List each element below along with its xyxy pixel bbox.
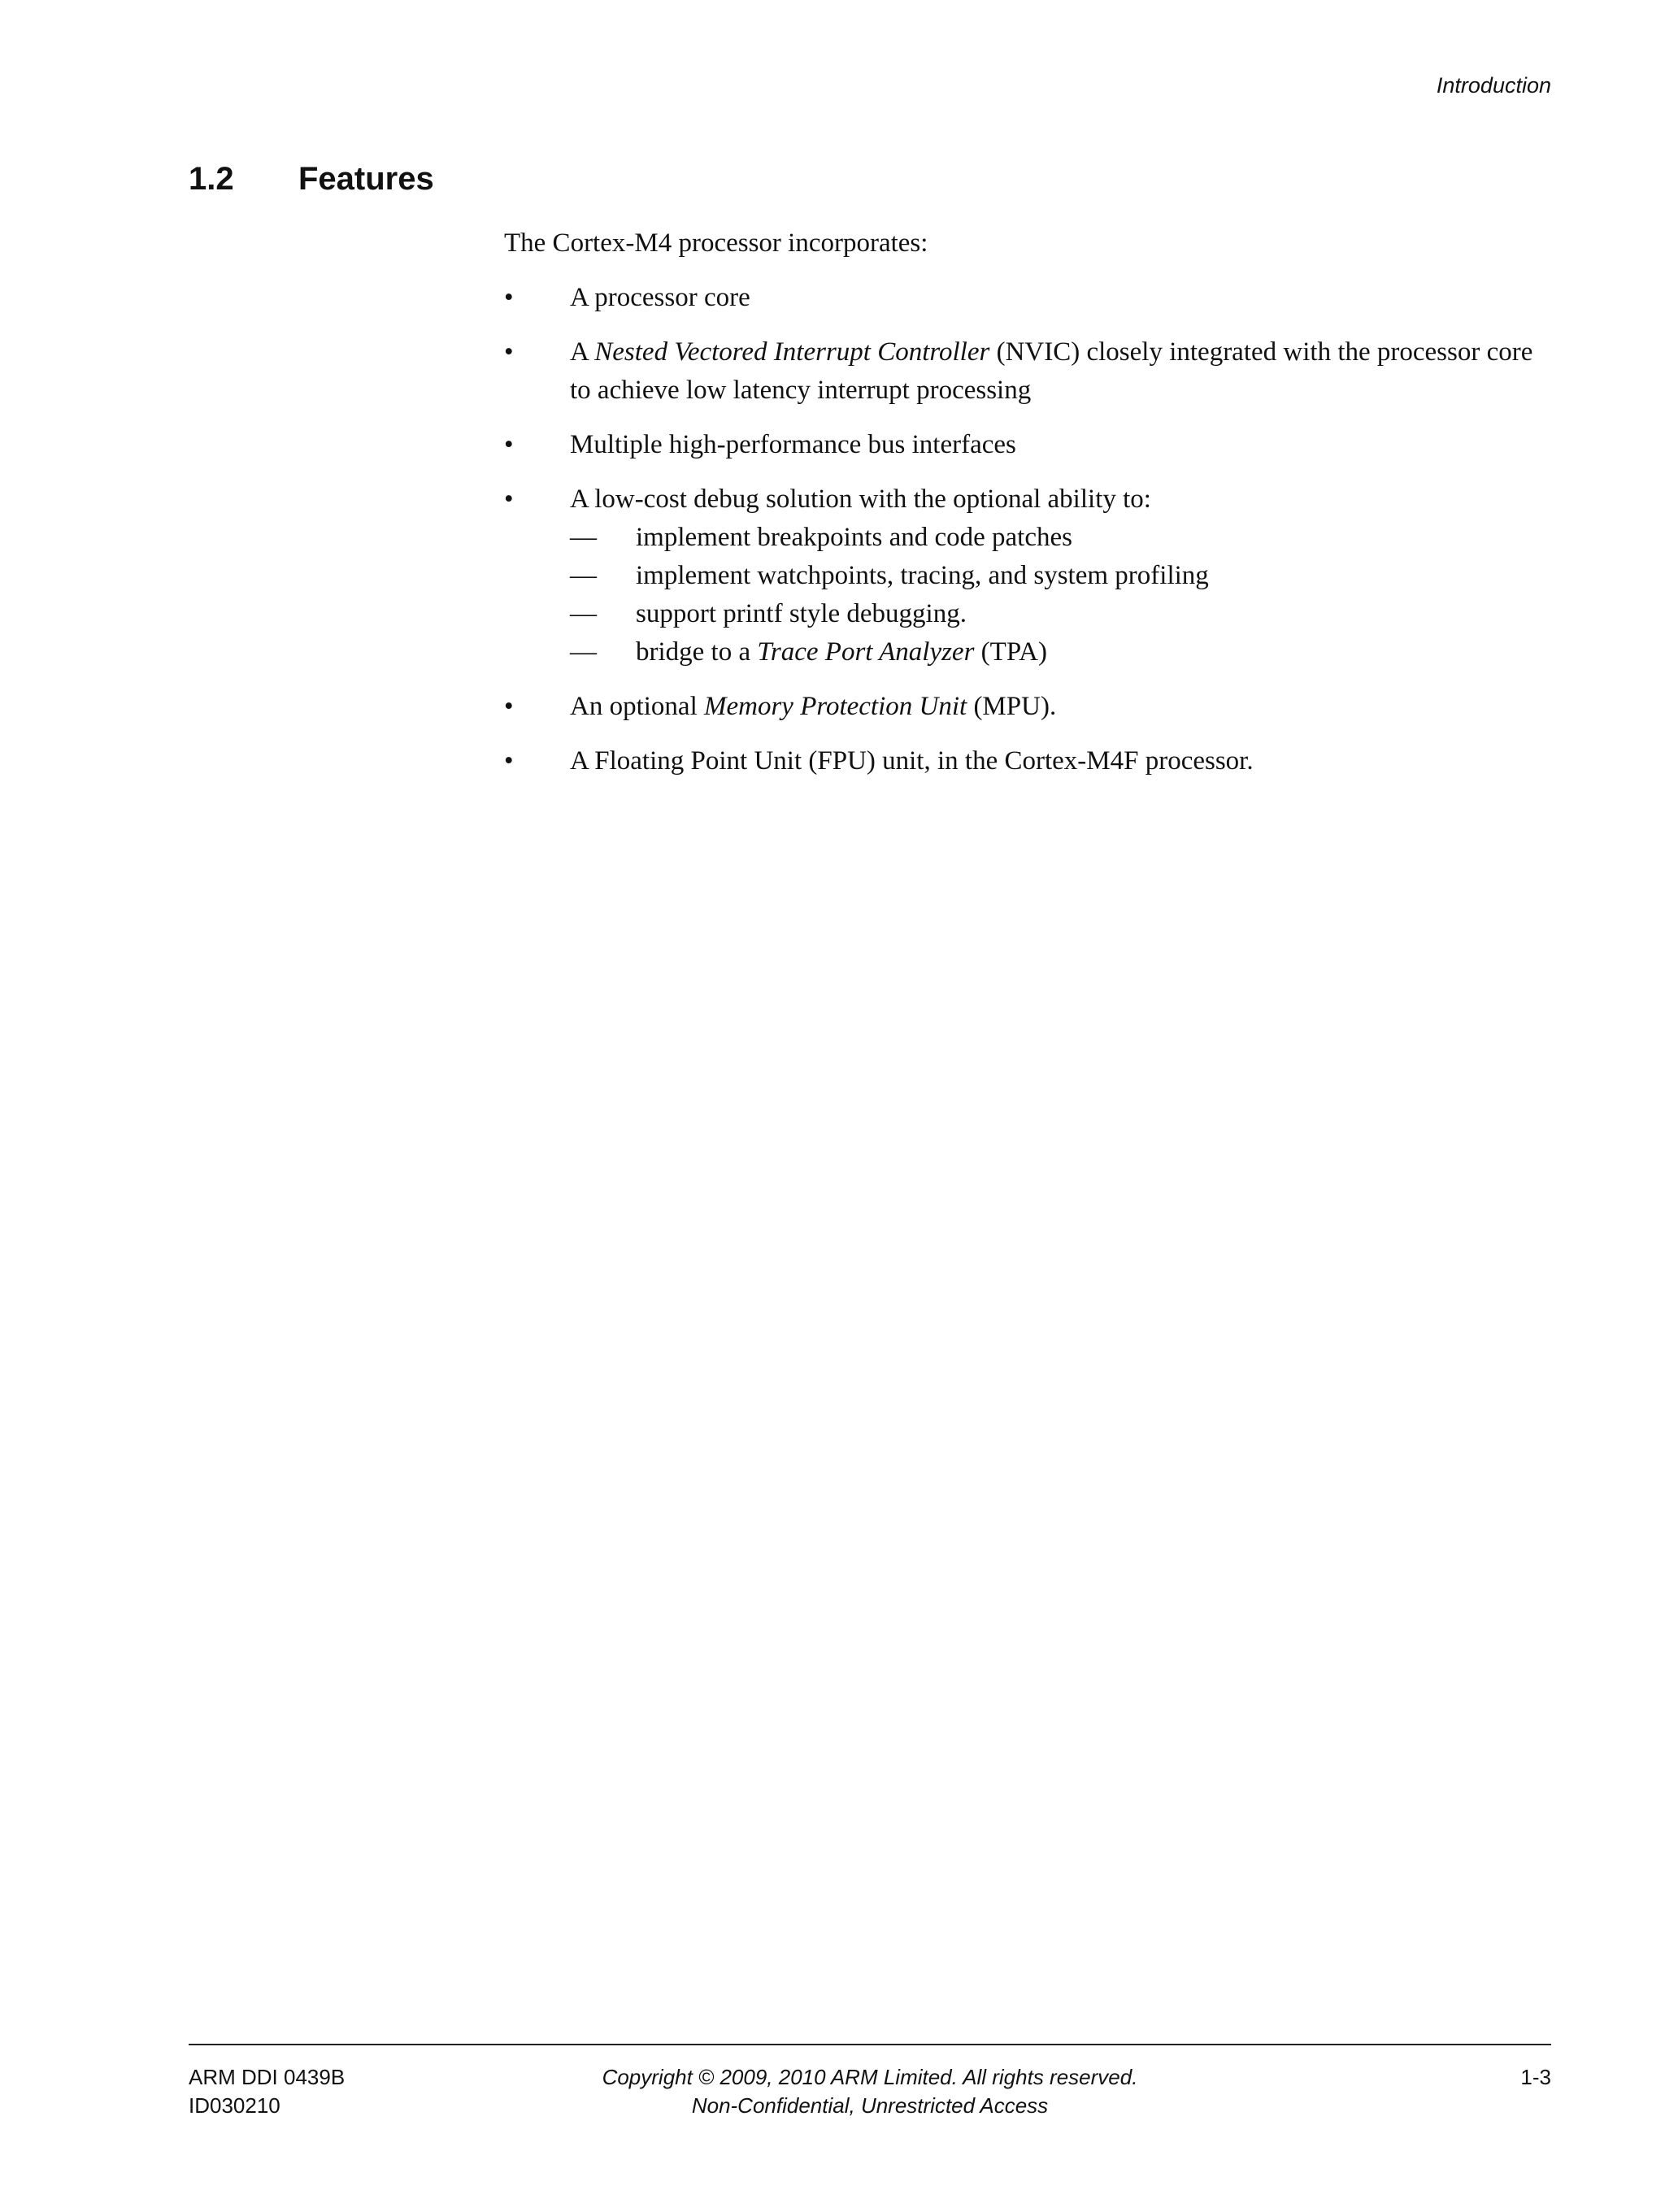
footer-doc-info	[189, 2063, 345, 2120]
footer-divider	[189, 2044, 1551, 2045]
bullet-marker: •	[504, 485, 514, 514]
term-emphasis: Trace Port Analyzer	[757, 637, 975, 667]
list-item-text: A Floating Point Unit (FPU) unit, in the Cortex-M4F processor.	[570, 746, 1254, 776]
list-item	[504, 426, 1553, 464]
list-item-text: A low-cost debug solution with the optional ability to:	[570, 485, 1151, 514]
list-item	[504, 742, 1553, 780]
document-number: ARM DDI 0439B	[189, 2065, 346, 2089]
sublist-item-text: implement watchpoints, tracing, and system profiling	[636, 561, 1209, 590]
confidentiality-notice: Non-Confidential, Unrestricted Access	[691, 2093, 1049, 2118]
section-heading	[189, 161, 434, 198]
running-header: Introduction	[1436, 73, 1551, 98]
dash-marker: —	[570, 561, 597, 590]
bullet-marker: •	[504, 746, 514, 776]
section-number: 1.2	[189, 161, 234, 197]
sublist-item-text-post: (TPA)	[974, 637, 1047, 667]
sublist-item-text-pre: bridge to a	[636, 637, 758, 667]
bullet-marker: •	[504, 337, 514, 367]
dash-marker: —	[570, 523, 597, 552]
bullet-marker: •	[504, 430, 514, 459]
dash-marker: —	[570, 637, 597, 667]
footer-legal	[189, 2063, 1551, 2120]
copyright-notice: Copyright © 2009, 2010 ARM Limited. All rights reserved.	[602, 2065, 1138, 2089]
footer-page	[1520, 2063, 1551, 2092]
bullet-marker: •	[504, 692, 514, 721]
list-item-text-pre: An optional	[570, 692, 704, 721]
document-id: ID030210	[189, 2093, 280, 2118]
sublist-item-text: support printf style debugging.	[636, 599, 967, 628]
list-item-text-post: (NVIC) closely integrated with the processor core to achieve low latency interrupt processing	[570, 337, 1533, 405]
sublist-item	[570, 595, 1553, 633]
sublist-item-text: implement breakpoints and code patches	[636, 523, 1072, 552]
list-item	[504, 688, 1553, 726]
section-body	[504, 224, 1553, 797]
sublist-item	[570, 557, 1553, 595]
term-emphasis: Memory Protection Unit	[703, 692, 967, 721]
dash-marker: —	[570, 599, 597, 628]
debug-sublist	[570, 519, 1553, 671]
feature-list	[504, 279, 1553, 780]
term-emphasis: Nested Vectored Interrupt Controller	[594, 337, 990, 367]
list-item	[504, 480, 1553, 671]
sublist-item	[570, 633, 1553, 671]
list-item	[504, 333, 1553, 410]
intro-paragraph: The Cortex-M4 processor incorporates:	[504, 228, 928, 258]
list-item-text-post: (MPU).	[967, 692, 1057, 721]
list-item-text-pre: A	[570, 337, 595, 367]
list-item	[504, 279, 1553, 317]
sublist-item	[570, 519, 1553, 557]
bullet-marker: •	[504, 283, 514, 312]
page-number: 1-3	[1520, 2065, 1551, 2089]
list-item-text: Multiple high-performance bus interfaces	[570, 430, 1016, 459]
section-title: Features	[298, 161, 434, 197]
list-item-text: A processor core	[570, 283, 750, 312]
